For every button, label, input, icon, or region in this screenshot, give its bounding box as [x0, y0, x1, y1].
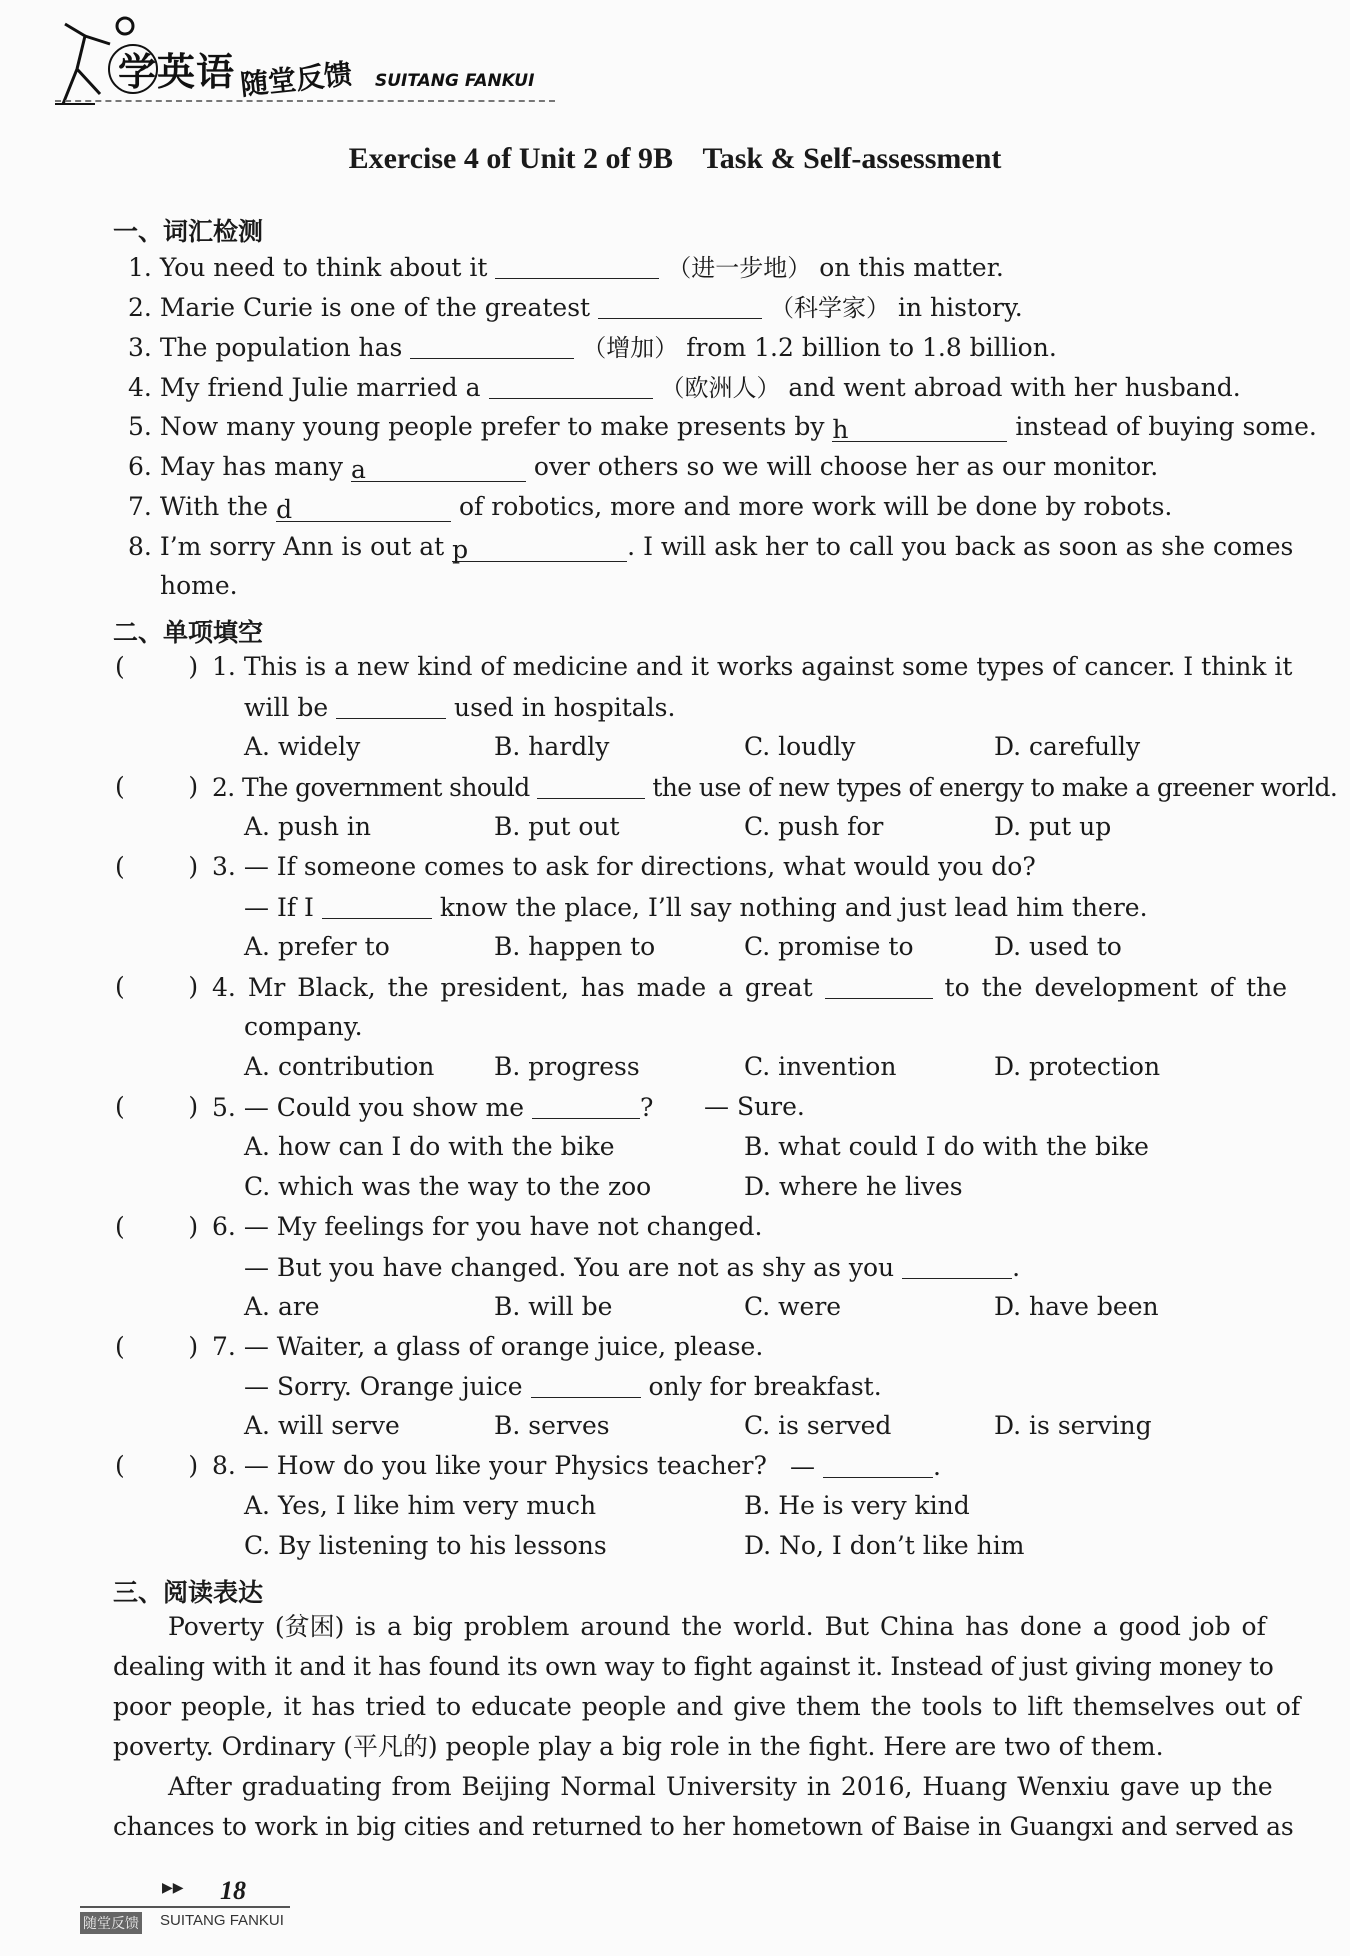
reading-paragraph-line: Poverty (贫困) is a big problem around the world. But China has done a good job of	[168, 1612, 1266, 1641]
answer-blank[interactable]	[489, 374, 653, 399]
option-b: B. what could I do with the bike	[744, 1132, 1149, 1161]
vocab-item-5: 5. Now many young people prefer to make presents by h instead of buying some.	[128, 412, 1317, 444]
answer-blank[interactable]: a	[351, 457, 526, 482]
section-heading-multiple-choice: 二、单项填空	[113, 618, 264, 647]
option-a: A. widely	[244, 732, 361, 761]
double-arrow-icon: ▶▶	[162, 1880, 184, 1896]
question-5-reply: — Sure.	[704, 1092, 805, 1121]
answer-bracket[interactable]: ( )	[115, 772, 199, 801]
page-footer	[80, 1862, 300, 1932]
vocab-item-1: 1. You need to think about it （进一步地） on this matter.	[128, 253, 1004, 282]
answer-blank[interactable]: p	[452, 537, 627, 562]
answer-blank[interactable]	[322, 894, 432, 919]
answer-blank[interactable]	[532, 1094, 640, 1119]
section-heading-vocabulary: 一、词汇检测	[113, 217, 264, 246]
option-d: D. have been	[994, 1292, 1159, 1321]
brand-title: 学英语	[118, 50, 236, 94]
option-a: A. will serve	[244, 1411, 400, 1440]
option-a: A. prefer to	[244, 932, 390, 961]
answer-blank[interactable]	[598, 294, 762, 319]
answer-bracket[interactable]: ( )	[115, 1092, 199, 1121]
option-b: B. will be	[494, 1292, 613, 1321]
option-a: A. Yes, I like him very much	[244, 1491, 597, 1520]
question-2: 2. The government should the use of new types of energy to make a greener world.	[212, 773, 1338, 802]
question-7-line-2: — Sorry. Orange juice only for breakfast.	[244, 1372, 882, 1401]
question-1: 1. This is a new kind of medicine and it works against some types of cancer. I think it	[212, 652, 1293, 681]
vocab-item-3: 3. The population has （增加） from 1.2 billion to 1.8 billion.	[128, 333, 1057, 362]
option-d: D. No, I don’t like him	[744, 1531, 1025, 1560]
footer-brand: SUITANG FANKUI	[160, 1912, 284, 1929]
option-a: A. push in	[244, 812, 372, 841]
option-c: C. loudly	[744, 732, 856, 761]
footer-tag: 随堂反馈	[80, 1912, 142, 1934]
vocab-item-8: 8. I’m sorry Ann is out at p . I will ask her to call you back as soon as she comes	[128, 532, 1294, 564]
answer-blank[interactable]	[902, 1254, 1012, 1279]
brand-english: SUITANG FANKUI	[375, 71, 535, 91]
option-c: C. push for	[744, 812, 884, 841]
answer-bracket[interactable]: ( )	[115, 852, 199, 881]
question-3-line-2: — If I know the place, I’ll say nothing and just lead him there.	[244, 893, 1148, 922]
option-b: B. happen to	[494, 932, 656, 961]
answer-blank[interactable]	[823, 1453, 933, 1478]
option-c: C. which was the way to the zoo	[244, 1172, 652, 1201]
answer-blank[interactable]	[410, 334, 574, 359]
answer-blank[interactable]	[531, 1373, 641, 1398]
answer-bracket[interactable]: ( )	[115, 1451, 199, 1480]
reading-paragraph-line: poverty. Ordinary (平凡的) people play a big role in the fight. Here are two of them.	[113, 1732, 1164, 1761]
option-d: D. carefully	[994, 732, 1141, 761]
option-a: A. contribution	[244, 1052, 435, 1081]
question-8: 8. — How do you like your Physics teacher?	[212, 1451, 767, 1480]
page-title: Exercise 4 of Unit 2 of 9B Task & Self-assessment	[348, 142, 1002, 175]
question-1-line-2: will be used in hospitals.	[244, 693, 676, 722]
question-8-reply: — .	[790, 1452, 941, 1481]
answer-blank[interactable]	[825, 974, 933, 999]
option-b: B. progress	[494, 1052, 640, 1081]
question-6: 6. — My feelings for you have not changed.	[212, 1212, 763, 1241]
option-d: D. put up	[994, 812, 1112, 841]
page-number: 18	[220, 1876, 246, 1905]
answer-blank[interactable]	[495, 254, 659, 279]
question-4: 4. Mr Black, the president, has made a great to the development of the	[212, 973, 1288, 1002]
footer-divider	[80, 1906, 290, 1908]
answer-bracket[interactable]: ( )	[115, 1332, 199, 1361]
answer-blank[interactable]	[537, 774, 645, 799]
answer-blank[interactable]	[336, 694, 446, 719]
option-d: D. where he lives	[744, 1172, 963, 1201]
option-d: D. is serving	[994, 1411, 1152, 1440]
answer-bracket[interactable]: ( )	[115, 652, 199, 681]
vocab-item-8-continued: home.	[160, 571, 238, 600]
reading-paragraph-line: poor people, it has tried to educate people and give them the tools to lift themselves out of	[113, 1692, 1301, 1721]
vocab-item-6: 6. May has many a over others so we will choose her as our monitor.	[128, 452, 1159, 484]
vocab-item-2: 2. Marie Curie is one of the greatest （科学家） in history.	[128, 293, 1023, 322]
option-d: D. protection	[994, 1052, 1161, 1081]
option-b: B. hardly	[494, 732, 610, 761]
option-d: D. used to	[994, 932, 1122, 961]
section-heading-reading: 三、阅读表达	[113, 1578, 264, 1607]
option-b: B. He is very kind	[744, 1491, 970, 1520]
question-4-line-2: company.	[244, 1012, 363, 1041]
answer-blank[interactable]: d	[276, 497, 451, 522]
option-c: C. is served	[744, 1411, 892, 1440]
answer-blank[interactable]: h	[832, 417, 1007, 442]
option-b: B. serves	[494, 1411, 610, 1440]
option-a: A. how can I do with the bike	[244, 1132, 615, 1161]
reading-paragraph-line: chances to work in big cities and returned to her hometown of Baise in Guangxi and served as	[113, 1812, 1294, 1841]
question-7: 7. — Waiter, a glass of orange juice, please.	[212, 1332, 764, 1361]
question-6-line-2: — But you have changed. You are not as shy as you .	[244, 1253, 1021, 1282]
vocab-item-4: 4. My friend Julie married a （欧洲人） and went abroad with her husband.	[128, 373, 1241, 402]
brand-subtitle: 随堂反馈	[238, 57, 354, 102]
option-a: A. are	[244, 1292, 320, 1321]
header-logo	[55, 14, 615, 109]
option-c: C. promise to	[744, 932, 914, 961]
option-c: C. were	[744, 1292, 842, 1321]
question-3: 3. — If someone comes to ask for directions, what would you do?	[212, 852, 1036, 881]
reading-paragraph-line: dealing with it and it has found its own way to fight against it. Instead of just giving money to	[113, 1652, 1274, 1681]
answer-bracket[interactable]: ( )	[115, 972, 199, 1001]
option-c: C. invention	[744, 1052, 897, 1081]
option-c: C. By listening to his lessons	[244, 1531, 607, 1560]
reading-paragraph-line: After graduating from Beijing Normal University in 2016, Huang Wenxiu gave up the	[168, 1772, 1273, 1801]
answer-bracket[interactable]: ( )	[115, 1212, 199, 1241]
question-5: 5. — Could you show me ?	[212, 1093, 654, 1122]
vocab-item-7: 7. With the d of robotics, more and more work will be done by robots.	[128, 492, 1173, 524]
option-b: B. put out	[494, 812, 620, 841]
header-divider	[55, 100, 555, 102]
